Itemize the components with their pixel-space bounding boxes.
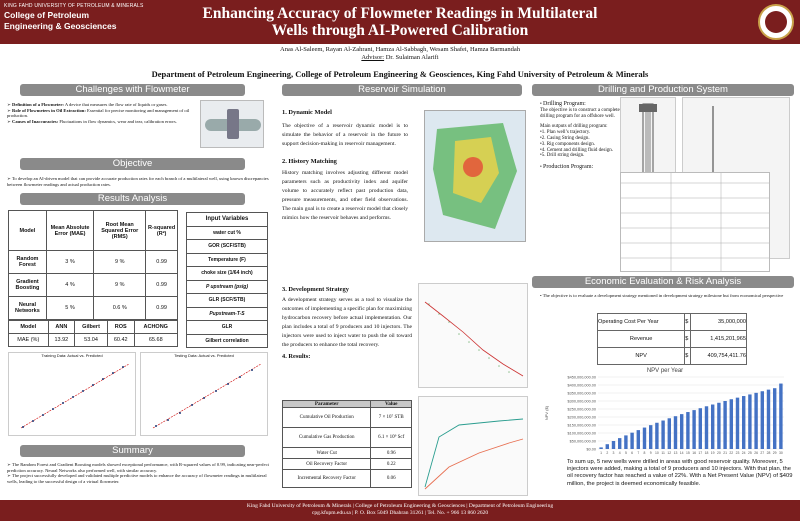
x-tick-label: 12	[667, 451, 672, 455]
economic-heading: Economic Evaluation & Risk Analysis	[532, 276, 794, 288]
logo-college-line2: Engineering & Geosciences	[4, 21, 117, 31]
x-tick-label: 27	[760, 451, 765, 455]
bar-year-19	[711, 405, 714, 449]
bar-year-22	[730, 399, 733, 449]
results-heading: Results Analysis	[20, 193, 245, 205]
conclusion-text: To sum up, 5 new wells were drilled in areas with good reservoir quality. Moreover, 5 injectors were added, making a total of 9 producers and 10 injectors. With that plan, the oil recovery factor has reached a value of 22%. With a Net Present Value (NPV) of $409 million, the project is deemed economically feasible.	[567, 459, 793, 487]
npv-chart	[540, 365, 790, 457]
challenges-heading: Challenges with Flowmeter	[20, 84, 245, 96]
economic-table: Operating Cost Per Year $ 35,000,000 Revenue $ 1,415,201,965 NPV $ 409,754,411.76	[597, 313, 747, 365]
model-metrics-table: Model Mean Absolute Error (MAE) Root Mean Squared Error (RMS) R-squared (R²) Random Forest 3 % 9 % 0.99 Gradient Boosting 4 % 9 % 0.99 Neural Networks 5 % 0.6 % 0.99	[8, 210, 178, 320]
bar-year-3	[612, 441, 615, 449]
x-tick-label: 30	[779, 451, 783, 455]
bar-year-14	[680, 414, 683, 449]
list-item: ➢ Causes of Inaccuracies: Fluctuations in flow dynamics, wear and tear, calibration errors.	[7, 118, 177, 124]
list-item: ➢ Role of Flowmeters in Oil Extraction: Essential for precise monitoring and management of oil production.	[7, 107, 190, 119]
table-row: MAE (%) 13.92 53.04 60.42 65.68	[9, 334, 178, 347]
department-line: Department of Petroleum Engineering, College of Petroleum Engineering & Geosciences, King Fahd University of Petroleum & Minerals	[151, 69, 649, 79]
poster-title: Enhancing Accuracy of Flowmeter Readings in Multilateral Wells through AI-Powered Calibration	[202, 5, 598, 39]
x-tick-label: 20	[717, 451, 721, 455]
y-tick-label: $100,000,000.00	[567, 431, 596, 436]
training-scatter-plot: Training Data: Actual vs. Predicted	[8, 352, 136, 436]
footer: King Fahd University of Petroleum & Minerals | College of Petroleum Engineering & Geosciences | Department of Petroleum Engineering cpg.kfupm.edu.sa | P. O. Box 5049 Dhahran 31261 | Tel. No. + 966 13 860 2620	[0, 500, 800, 521]
y-tick-label: $150,000,000.00	[567, 423, 596, 428]
x-tick-label: 2	[606, 451, 609, 455]
y-tick-label: $50,000,000.00	[569, 439, 596, 444]
x-tick-label: 29	[772, 451, 777, 455]
summary-heading: Summary	[20, 445, 245, 457]
y-tick-label: $350,000,000.00	[567, 391, 596, 396]
bar-year-8	[643, 428, 646, 449]
challenges-list	[7, 102, 197, 124]
x-tick-label: 4	[618, 451, 621, 455]
x-tick-label: 3	[612, 451, 615, 455]
bar-year-25	[748, 394, 751, 449]
bar-year-30	[779, 384, 782, 449]
y-tick-label: $300,000,000.00	[567, 399, 596, 404]
bar-year-5	[624, 435, 627, 449]
history-match-plot	[418, 283, 528, 388]
x-tick-label: 8	[643, 451, 646, 455]
x-tick-label: 15	[686, 451, 690, 455]
bar-year-23	[736, 398, 739, 449]
x-tick-label: 28	[766, 451, 771, 455]
drilling-text: • Drilling Program: The objective is to construct a complete drilling program for an offshore well. Main outputs of drilling program: •1. Plan well’s trajectory. •2. Casing String design. •3. Rig components design. •4. Cement and drilling fluid design. •5. Drill string design. • Production Program:	[540, 101, 620, 171]
x-tick-label: 22	[729, 451, 734, 455]
chart-title: NPV per Year	[646, 368, 684, 374]
bar-year-16	[692, 410, 695, 449]
authors: Anas Al-Saleem, Rayan Al-Zahrani, Hamza Al-Sabbagh, Wesam Shafei, Hamza Barmandah Advisor: Dr. Sulaiman Alarifi	[280, 46, 520, 61]
bar-year-10	[655, 423, 658, 449]
university-seal-icon	[758, 4, 794, 40]
y-tick-label: $200,000,000.00	[567, 415, 596, 420]
y-tick-label: $400,000,000.00	[567, 383, 596, 388]
y-tick-label: $450,000,000.00	[567, 375, 596, 380]
testing-scatter-plot: Testing Data: Actual vs. Predicted	[140, 352, 268, 436]
bar-year-11	[661, 421, 664, 449]
production-table-image	[620, 172, 770, 272]
advisor-label: Advisor:	[361, 54, 385, 61]
bar-year-13	[674, 416, 677, 449]
x-tick-label: 6	[631, 451, 634, 455]
bar-year-24	[742, 396, 745, 449]
x-tick-label: 21	[723, 451, 727, 455]
bar-year-9	[649, 425, 652, 449]
bar-year-15	[686, 412, 689, 449]
advisor: Dr. Sulaiman Alarifi	[384, 54, 439, 61]
flowmeter-image	[200, 100, 264, 148]
x-tick-label: 9	[649, 451, 652, 455]
table-row: Gradient Boosting 4 % 9 % 0.99	[9, 274, 178, 297]
y-tick-label: $0.00	[586, 447, 596, 452]
x-tick-label: 26	[754, 451, 758, 455]
list-item: ➢ The Random Forest and Gradient Boosting models showed exceptional performance, with R-squared values of 0.99, indicating near-perfect prediction accuracy. Neural Networks also performed well, with similar accuracy.	[7, 462, 269, 473]
x-tick-label: 10	[655, 451, 659, 455]
production-forecast-plot	[418, 396, 528, 496]
y-tick-label: $250,000,000.00	[567, 407, 596, 412]
reservoir-results-table: Parameter Value Cumulative Oil Production 7 × 10⁷ STB Cumulative Gas Production 6.1 × 10⁹ Scf Water Cut 0.96 Oil Recovery Factor 0.22 Incremental Recovery Factor 0.06	[282, 400, 412, 488]
x-tick-label: 24	[741, 451, 746, 455]
flowmeter-pipe-icon	[201, 101, 265, 149]
bar-year-28	[767, 390, 770, 449]
bar-year-2	[606, 444, 609, 449]
bar-year-1	[599, 447, 602, 449]
bar-year-26	[754, 393, 757, 449]
bar-year-12	[668, 418, 671, 449]
development-strategy-text: 3. Development Strategy A development strategy serves as a tool to visualize the outcomes of implementing a specific plan for maximizing hydrocarbon recovery before actual implementation. Our plan includes a total of 9 producers and 10 injectors. The injectors were used to inject water to push the oil toward the producers to enhance the total recovery. 4. Results:	[282, 286, 412, 360]
x-tick-label: 1	[600, 451, 603, 455]
table-row: Neural Networks 5 % 0.6 % 0.99	[9, 297, 178, 320]
x-tick-label: 25	[748, 451, 752, 455]
bar-year-27	[761, 391, 764, 449]
list-item: ➢ The project successfully developed and validated multiple predictive models to enhance the accuracy of flowmeter readings in multilateral wells, leading to the successful design of a virtual flowmeter.	[7, 473, 267, 484]
logo-college-line1: College of Petroleum	[4, 10, 90, 20]
summary-list	[7, 462, 269, 484]
table-row: Random Forest 3 % 9 % 0.99	[9, 251, 178, 274]
x-tick-label: 11	[661, 451, 665, 455]
x-tick-label: 19	[710, 451, 715, 455]
npv-chart-svg	[540, 365, 790, 457]
x-tick-label: 5	[624, 451, 627, 455]
bar-year-18	[705, 406, 708, 449]
bar-year-4	[618, 438, 621, 449]
x-tick-label: 17	[698, 451, 703, 455]
list-item: ➢ Definition of a Flowmeter: A device that measures the flow rate of liquids or gases.	[7, 102, 168, 107]
objective-heading: Objective	[20, 158, 245, 170]
logo-university: KING FAHD UNIVERSITY OF PETROLEUM & MINERALS	[4, 3, 144, 9]
reservoir-text: 1. Dynamic Model The objective of a reservoir dynamic model is to simulate the behavior of a reservoir in the future to support decision-making in reservoir management. 2. History Matching History matching involves adjusting different model parameters such as productivity index and aquifer volume to accurately reflect past production data, pressure measurements, and other field observations. The main goal is to create a reservoir model that closely mimics how the reservoir behaves and performs.	[282, 109, 408, 221]
bar-year-20	[717, 403, 720, 449]
drilling-heading: Drilling and Production System	[532, 84, 794, 96]
x-tick-label: 23	[735, 451, 740, 455]
mae-comparison-table: Model ANN Gilbert ROS ACHONG MAE (%) 13.92 53.04 60.42 65.68	[8, 320, 178, 347]
bar-year-17	[699, 408, 702, 449]
x-tick-label: 7	[637, 451, 640, 455]
x-tick-label: 16	[692, 451, 696, 455]
bar-year-29	[773, 388, 776, 449]
input-variables-table: Input Variables water cut % GOR (SCF/STB) Temperature (F) choke size (1/64 inch) P upstream (psig) GLR (SCF/STB) Pupstream-T-S GLR Gilbert correlation	[186, 212, 268, 348]
bar-year-21	[723, 401, 726, 449]
y-axis-label: NPV ($)	[544, 405, 549, 421]
chart-bars	[599, 384, 783, 455]
bar-year-6	[630, 433, 633, 449]
x-tick-label: 18	[704, 451, 709, 455]
x-tick-label: 13	[673, 451, 678, 455]
reservoir-map-image	[424, 110, 526, 242]
bar-year-7	[637, 430, 640, 449]
reservoir-heading: Reservoir Simulation	[282, 84, 522, 96]
college-logo	[4, 3, 154, 40]
x-tick-label: 14	[679, 451, 684, 455]
objective-text: ➢ To develop an AI-driven model that can provide accurate production rates for each branch of a multilateral well, using known discrepancies between flowmeter readings and actual production rates.	[7, 176, 269, 187]
economic-objective: • The objective is to evaluate a development strategy mentioned in development strategy milestone but from economical perspective	[540, 293, 784, 298]
